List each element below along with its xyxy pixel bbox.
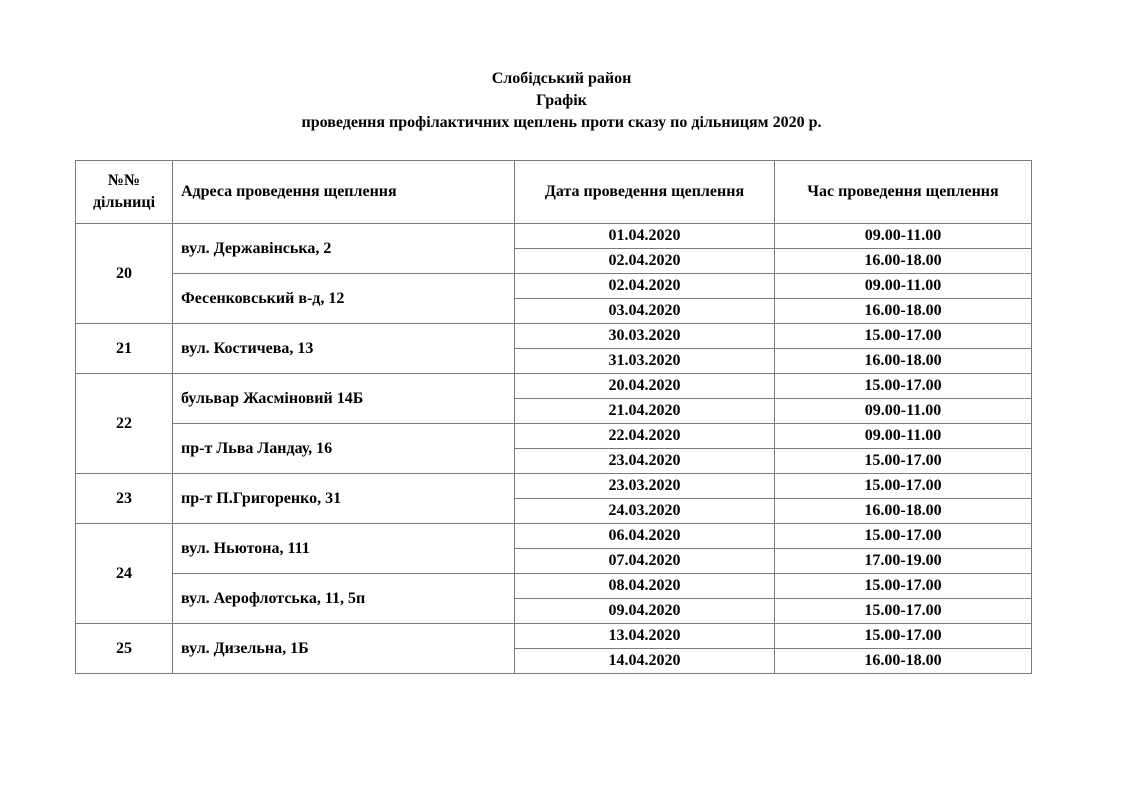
date-cell: 01.04.2020	[515, 224, 775, 249]
time-cell: 15.00-17.00	[775, 624, 1032, 649]
column-header-date: Дата проведення щеплення	[515, 161, 775, 224]
date-cell: 22.04.2020	[515, 424, 775, 449]
time-cell: 09.00-11.00	[775, 274, 1032, 299]
table-row	[76, 274, 1032, 299]
column-header-time: Час проведення щеплення	[775, 161, 1032, 224]
time-cell: 09.00-11.00	[775, 399, 1032, 424]
column-header-precinct: №№ дільниці	[76, 161, 173, 224]
address-cell: вул. Костичева, 13	[173, 324, 515, 374]
address-cell: вул. Ньютона, 111	[173, 524, 515, 574]
time-cell: 15.00-17.00	[775, 524, 1032, 549]
table-row	[76, 424, 1032, 449]
time-cell: 09.00-11.00	[775, 424, 1032, 449]
table-header-row	[76, 161, 1032, 224]
table-row	[76, 624, 1032, 649]
table-row	[76, 574, 1032, 599]
date-cell: 20.04.2020	[515, 374, 775, 399]
time-cell: 16.00-18.00	[775, 649, 1032, 674]
time-cell: 17.00-19.00	[775, 549, 1032, 574]
date-cell: 08.04.2020	[515, 574, 775, 599]
date-cell: 23.03.2020	[515, 474, 775, 499]
time-cell: 16.00-18.00	[775, 499, 1032, 524]
address-cell: пр-т Льва Ландау, 16	[173, 424, 515, 474]
time-cell: 16.00-18.00	[775, 249, 1032, 274]
date-cell: 13.04.2020	[515, 624, 775, 649]
table-row	[76, 324, 1032, 349]
district-title: Слобідський район	[491, 70, 632, 87]
precinct-number-cell: 25	[76, 624, 173, 674]
schedule-title: Графік	[536, 92, 587, 109]
precinct-number-cell: 23	[76, 474, 173, 524]
date-cell: 31.03.2020	[515, 349, 775, 374]
address-cell: бульвар Жасміновий 14Б	[173, 374, 515, 424]
time-cell: 15.00-17.00	[775, 574, 1032, 599]
address-cell: вул. Аерофлотська, 11, 5п	[173, 574, 515, 624]
precinct-number-cell: 21	[76, 324, 173, 374]
address-cell: пр-т П.Григоренко, 31	[173, 474, 515, 524]
date-cell: 24.03.2020	[515, 499, 775, 524]
date-cell: 23.04.2020	[515, 449, 775, 474]
time-cell: 15.00-17.00	[775, 474, 1032, 499]
column-header-address: Адреса проведення щеплення	[173, 161, 515, 224]
date-cell: 02.04.2020	[515, 274, 775, 299]
document-header	[0, 68, 1123, 134]
vaccination-schedule-table	[75, 160, 1032, 674]
time-cell: 09.00-11.00	[775, 224, 1032, 249]
schedule-subtitle: проведення профілактичних щеплень проти сказу по дільницям 2020 р.	[301, 114, 822, 131]
table-row	[76, 474, 1032, 499]
precinct-number-cell: 20	[76, 224, 173, 324]
table-row	[76, 374, 1032, 399]
table-row	[76, 224, 1032, 249]
address-cell: вул. Державінська, 2	[173, 224, 515, 274]
time-cell: 15.00-17.00	[775, 324, 1032, 349]
time-cell: 15.00-17.00	[775, 599, 1032, 624]
address-cell: Фесенковський в-д, 12	[173, 274, 515, 324]
date-cell: 21.04.2020	[515, 399, 775, 424]
time-cell: 15.00-17.00	[775, 449, 1032, 474]
time-cell: 16.00-18.00	[775, 349, 1032, 374]
date-cell: 14.04.2020	[515, 649, 775, 674]
table-row	[76, 524, 1032, 549]
date-cell: 03.04.2020	[515, 299, 775, 324]
address-cell: вул. Дизельна, 1Б	[173, 624, 515, 674]
table-body	[76, 224, 1032, 674]
date-cell: 06.04.2020	[515, 524, 775, 549]
time-cell: 16.00-18.00	[775, 299, 1032, 324]
date-cell: 07.04.2020	[515, 549, 775, 574]
precinct-number-cell: 24	[76, 524, 173, 624]
date-cell: 02.04.2020	[515, 249, 775, 274]
date-cell: 09.04.2020	[515, 599, 775, 624]
date-cell: 30.03.2020	[515, 324, 775, 349]
precinct-number-cell: 22	[76, 374, 173, 474]
time-cell: 15.00-17.00	[775, 374, 1032, 399]
